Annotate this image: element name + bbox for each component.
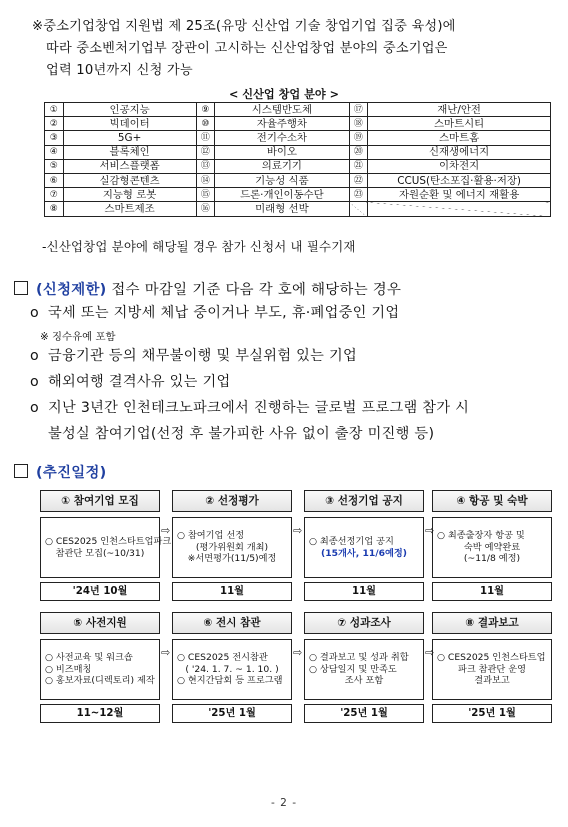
bullet-o-icon: o: [30, 374, 39, 390]
field-number: ㉑: [349, 159, 368, 173]
restriction-item-text: 지난 3년간 인천테크노파크에서 진행하는 글로벌 프로그램 참가 시: [48, 400, 470, 416]
restriction-item: [30, 343, 560, 369]
restriction-item: [30, 395, 560, 447]
stage-date: '25년 1월: [432, 704, 552, 723]
stage-detail-line: ○ 현지간담회 등 프로그램: [177, 675, 283, 687]
field-number: ⑯: [196, 202, 215, 216]
fields-table-row: [45, 159, 551, 173]
restriction-item-note: ※ 징수유예 포함: [40, 331, 116, 343]
stage-detail-line: ○ 상담일지 및 만족도: [309, 663, 397, 675]
stage-detail-line: ○ CES2025 전시참관: [177, 652, 268, 664]
fields-table-row: [45, 103, 551, 117]
field-number: [349, 202, 368, 216]
restriction-item-text: 불성실 참여기업(선정 후 불가피한 사유 없이 출장 미진행 등): [48, 426, 435, 442]
new-industry-fields-table: [44, 102, 551, 217]
stage-detail: [432, 639, 552, 700]
stage-title: ⑧ 결과보고: [432, 612, 552, 634]
stage-title: ⑦ 성과조사: [304, 612, 424, 634]
stage-date: '25년 1월: [304, 704, 424, 723]
stage-title: ⑥ 전시 참관: [172, 612, 292, 634]
field-number: ④: [45, 145, 64, 159]
restriction-item-text: 해외여행 결격사유 있는 기업: [48, 374, 231, 390]
schedule-stage: [432, 490, 552, 601]
field-name: 5G+: [63, 131, 196, 145]
schedule-stage: [172, 612, 292, 723]
fields-footnote: -신산업창업 분야에 해당될 경우 참가 신청서 내 필수기재: [42, 239, 356, 254]
field-number: ⑱: [349, 117, 368, 131]
bullet-o-icon: o: [30, 305, 39, 321]
right-arrow-icon: ⇨: [293, 646, 303, 659]
field-number: ⑭: [196, 173, 215, 187]
field-name: 기능성 식품: [215, 173, 349, 187]
stage-date: 11월: [432, 582, 552, 601]
stage-date: '24년 10월: [40, 582, 160, 601]
field-number: ⑩: [196, 117, 215, 131]
field-number: ③: [45, 131, 64, 145]
page-number: - 2 -: [270, 797, 298, 809]
right-arrow-icon: ⇨: [161, 646, 171, 659]
fields-table-row: [45, 145, 551, 159]
schedule-stage: [304, 612, 424, 723]
field-number: ①: [45, 103, 64, 117]
stage-detail-line: 조사 포함: [344, 675, 384, 687]
schedule-heading: (추진일정): [36, 465, 107, 481]
field-name: 실감형콘텐츠: [63, 173, 196, 187]
field-name: 인공지능: [63, 103, 196, 117]
field-number: ②: [45, 117, 64, 131]
restriction-item-text: 국세 또는 지방세 체납 중이거나 부도, 휴·폐업중인 기업: [48, 305, 400, 321]
stage-detail: [304, 517, 424, 578]
field-number: ⑧: [45, 202, 64, 216]
field-name: 스마트홈: [368, 131, 551, 145]
stage-detail-line: ○ CES2025 인천스타트업파크: [45, 536, 172, 547]
stage-title: ① 참여기업 모집: [40, 490, 160, 512]
bullet-o-icon: o: [30, 348, 39, 364]
field-name: 자율주행차: [215, 117, 349, 131]
stage-detail: [40, 639, 160, 700]
schedule-stage: [172, 490, 292, 601]
intro-note-line: 따라 중소벤처기업부 장관이 고시하는 신산업창업 분야의 중소기업은: [46, 41, 448, 56]
schedule-stage: [304, 490, 424, 601]
stage-detail-line: 결과보고: [474, 675, 510, 687]
restriction-item: [30, 300, 560, 326]
field-name: 드론·개인이동수단: [215, 188, 349, 202]
field-number: ⑦: [45, 188, 64, 202]
intro-note: [32, 16, 560, 82]
bullet-o-icon: o: [30, 400, 39, 416]
field-name: 서비스플랫폼: [63, 159, 196, 173]
schedule-stage: [432, 612, 552, 723]
field-number: ⑤: [45, 159, 64, 173]
fields-table-row: [45, 117, 551, 131]
field-name: 재난/안전: [368, 103, 551, 117]
stage-date: 11~12월: [40, 704, 160, 723]
stage-title: ④ 항공 및 숙박: [432, 490, 552, 512]
fields-table-row: [45, 131, 551, 145]
field-name: 빅데이터: [63, 117, 196, 131]
stage-highlight: (15개사, 11/6예정): [321, 547, 407, 559]
field-number: ⑥: [45, 173, 64, 187]
field-name: 전기수소차: [215, 131, 349, 145]
stage-date: 11월: [172, 582, 292, 601]
stage-title: ② 선정평가: [172, 490, 292, 512]
stage-detail-line: ○ CES2025 인천스타트업: [437, 652, 546, 664]
intro-note-line: ※중소기업창업 지원법 제 25조(유망 신산업 기술 창업기업 집중 육성)에: [32, 19, 456, 34]
restriction-item: [30, 369, 560, 395]
checkbox-square-icon: [14, 464, 28, 478]
right-arrow-icon: ⇨: [425, 646, 435, 659]
field-number: ⑨: [196, 103, 215, 117]
field-number: ⑳: [349, 145, 368, 159]
field-name: 미래형 선박: [215, 202, 349, 216]
field-name: 시스템반도체: [215, 103, 349, 117]
stage-detail-line: ○ 참여기업 선정: [177, 530, 245, 542]
stage-detail-line: 참관단 모집(~10/31): [55, 547, 145, 559]
fields-table-title: < 신산업 창업 분야 >: [229, 88, 339, 101]
field-number: ⑲: [349, 131, 368, 145]
field-name: 스마트제조: [63, 202, 196, 216]
stage-date: 11월: [304, 582, 424, 601]
stage-detail-line: 파크 참관단 운영: [458, 663, 526, 675]
right-arrow-icon: ⇨: [293, 524, 303, 537]
restriction-item-text: 금융기관 등의 채무불이행 및 부실위험 있는 기업: [48, 348, 357, 364]
stage-detail-line: ○ 사전교육 및 워크숍: [45, 652, 133, 664]
field-number: ⑬: [196, 159, 215, 173]
field-name: 블록체인: [63, 145, 196, 159]
stage-detail-line: ( '24. 1. 7. ~ 1. 10. ): [185, 663, 279, 675]
schedule-stage: [40, 612, 160, 723]
field-name: 신재생에너지: [368, 145, 551, 159]
field-number: ⑪: [196, 131, 215, 145]
field-number: ㉒: [349, 173, 368, 187]
stage-detail-line: ○ 결과보고 및 성과 취합: [309, 652, 409, 664]
field-name: 지능형 로봇: [63, 188, 196, 202]
stage-detail: [304, 639, 424, 700]
stage-detail: [40, 517, 172, 578]
field-number: ⑮: [196, 188, 215, 202]
field-name: 이차전지: [368, 159, 551, 173]
stage-detail: [172, 517, 292, 578]
schedule-stage: [40, 490, 172, 601]
stage-detail-line: ○ 최종선정기업 공지: [309, 536, 394, 547]
field-name: [368, 202, 551, 216]
field-name: 바이오: [215, 145, 349, 159]
stage-detail-line: ○ 홍보자료(디렉토리) 제작: [45, 675, 155, 687]
right-arrow-icon: ⇨: [425, 524, 435, 537]
field-name: 스마트시티: [368, 117, 551, 131]
field-name: 의료기기: [215, 159, 349, 173]
intro-note-line: 업력 10년까지 신청 가능: [46, 63, 193, 78]
field-number: ⑰: [349, 103, 368, 117]
schedule-section-heading: [14, 461, 107, 482]
restriction-heading: (신청제한): [36, 282, 107, 298]
field-name: CCUS(탄소포집·활용·저장): [368, 173, 551, 187]
stage-detail-line: ○ 최종출장자 항공 및: [437, 530, 525, 542]
stage-detail-line: (~11/8 예정): [463, 553, 521, 565]
stage-date: '25년 1월: [172, 704, 292, 723]
stage-detail-line: ※서면평가(11/5)예정: [187, 553, 277, 565]
stage-detail: [172, 639, 292, 700]
fields-table-row: [45, 173, 551, 187]
stage-detail: [432, 517, 552, 578]
stage-title: ⑤ 사전지원: [40, 612, 160, 634]
stage-detail-line: ○ 비즈매칭: [45, 663, 92, 675]
restriction-lead: 접수 마감일 기준 다음 각 호에 해당하는 경우: [106, 282, 402, 298]
checkbox-square-icon: [14, 281, 28, 295]
field-number: ㉓: [349, 188, 368, 202]
fields-table-row: [45, 202, 551, 216]
right-arrow-icon: ⇨: [161, 524, 171, 537]
stage-detail-line: (평가위원회 개최): [195, 541, 269, 553]
field-name: 자원순환 및 에너지 재활용: [368, 188, 551, 202]
stage-detail-line: 숙박 예약완료: [463, 541, 521, 553]
field-number: ⑫: [196, 145, 215, 159]
restriction-section-heading: [14, 278, 401, 299]
fields-table-row: [45, 188, 551, 202]
stage-title: ③ 선정기업 공지: [304, 490, 424, 512]
